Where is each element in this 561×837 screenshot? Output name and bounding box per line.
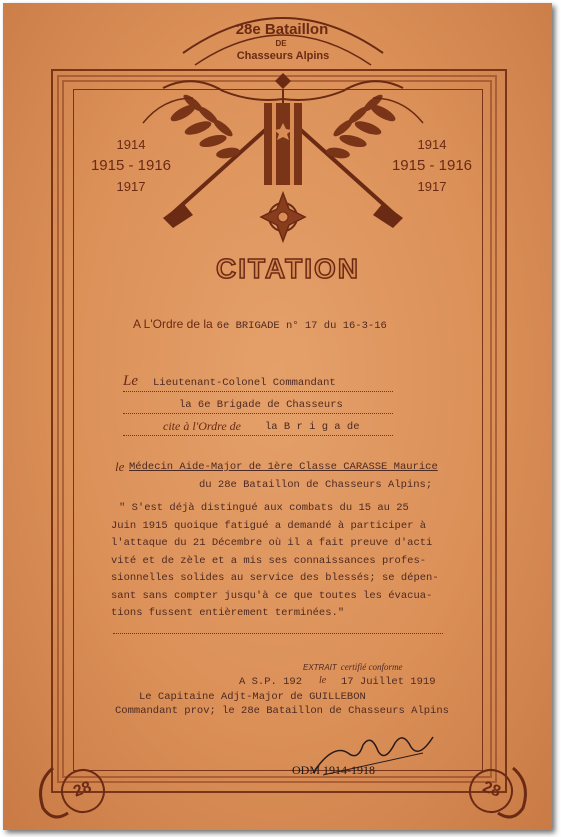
document-title: CITATION — [215, 253, 361, 284]
year-left-2: 1915 - 1916 — [90, 157, 172, 174]
battalion-heading: 28e Bataillon — [235, 21, 329, 38]
citation-document — [3, 3, 552, 830]
recipient-line1: Médecin Aide-Major de 1ère Classe CARASSE Maurice — [129, 461, 438, 473]
year-left-1: 1914 — [116, 137, 146, 152]
citation-line: l'attaque du 21 Décembre où il a fait preuve d'acti — [111, 537, 433, 549]
dotted-rule-4 — [113, 633, 443, 634]
dotted-rule-2 — [123, 413, 393, 414]
unit-heading: Chasseurs Alpins — [236, 50, 330, 62]
citation-body — [111, 500, 501, 623]
year-left-3: 1917 — [116, 179, 146, 194]
order-typed: 6e BRIGADE n° 17 du 16-3-16 — [216, 320, 387, 332]
extract-caps: EXTRAIT — [303, 663, 337, 672]
citation-line: Juin 1915 quoique fatigué a demandé à participer à — [111, 519, 427, 532]
citation-line: tions fussent entièrement terminées." — [111, 607, 345, 619]
order-prefix: A L'Ordre de la — [133, 317, 213, 331]
extract-certified: certifié conforme — [340, 662, 403, 672]
extract-le: le — [319, 675, 327, 686]
extract-label — [303, 657, 403, 675]
year-right-1: 1914 — [417, 137, 447, 152]
order-line — [133, 315, 493, 333]
authority-line1: Lieutenant-Colonel Commandant — [153, 377, 336, 389]
corner-badge-right: 28 — [463, 763, 519, 819]
extract-place: A S.P. 192 — [239, 676, 303, 688]
authority-line2: la 6e Brigade de Chasseurs — [179, 399, 343, 411]
dotted-rule-1 — [123, 391, 393, 392]
signatory-line1: Le Capitaine Adjt-Major de GUILLEBON — [139, 691, 366, 703]
hunting-horn-left-icon — [33, 763, 73, 823]
citation-line: " S'est déjà distingué aux combats du 15 au 25 — [119, 502, 409, 514]
citation-line: vité et de zèle et a mis ses connaissances profes- — [111, 554, 427, 567]
battalion-de: DE — [275, 39, 287, 48]
authority-line3: la B r i g a de — [265, 421, 360, 433]
watermark: ODM 1914-1918 — [292, 763, 375, 777]
hunting-horn-right-icon — [493, 763, 533, 823]
year-right-2: 1915 - 1916 — [391, 157, 473, 174]
extract-date: 17 Juillet 1919 — [341, 676, 436, 688]
signatory-line2: Commandant prov; le 28e Bataillon de Chasseurs Alpins — [115, 705, 449, 717]
authority-le: Le — [123, 373, 138, 389]
dotted-rule-3 — [123, 435, 393, 436]
citation-line: sant sans compter jusqu'à ce que toutes les évacua- — [111, 589, 433, 602]
year-right-3: 1917 — [417, 179, 447, 194]
authority-cite-prefix: cite à l'Ordre de — [163, 419, 241, 433]
corner-badge-left: 28 — [55, 763, 111, 819]
recipient-le: le — [115, 459, 125, 474]
citation-line: sionnelles solides au service des blessés; se dépen- — [111, 572, 439, 584]
recipient-line2: du 28e Bataillon de Chasseurs Alpins; — [199, 479, 433, 491]
